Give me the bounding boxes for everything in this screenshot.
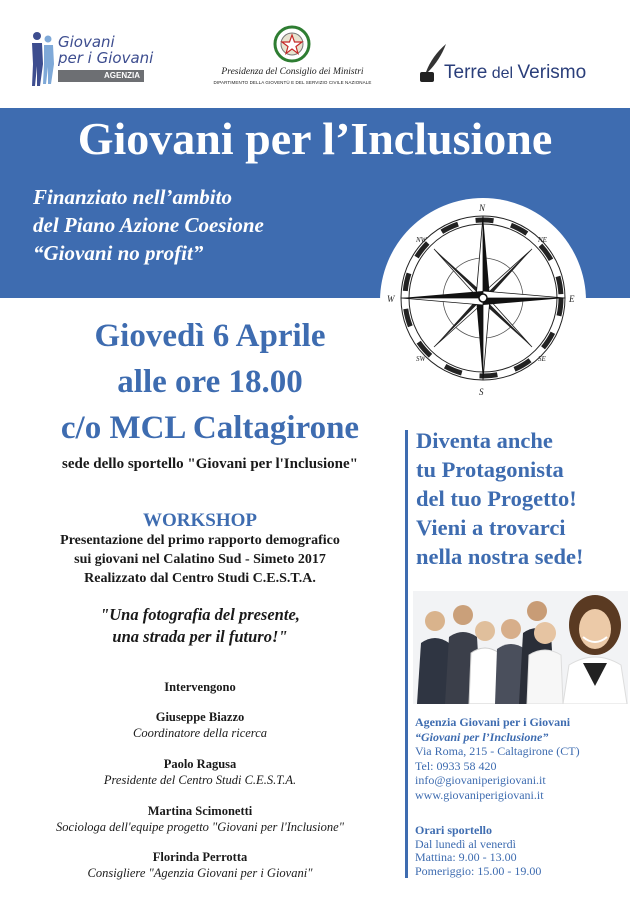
- subtitle-line: Finanziato nell’ambito: [33, 185, 232, 209]
- italian-emblem-icon: [272, 24, 312, 64]
- subtitle-line: del Piano Azione Coesione: [33, 213, 264, 237]
- contact-org: Agenzia Giovani per i Giovani: [415, 715, 571, 729]
- contact-address: Via Roma, 215 - Caltagirone (CT): [415, 744, 580, 758]
- promo-line: Vieni a trovarci: [416, 515, 566, 540]
- vertical-divider: [405, 430, 408, 878]
- contact-website[interactable]: www.giovaniperigiovani.it: [415, 787, 544, 802]
- compass-sw: SW: [416, 355, 426, 363]
- workshop-line: Presentazione del primo rapporto demografico: [60, 533, 340, 548]
- compass-nw: NW: [416, 236, 427, 244]
- logo-mid-line2: DIPARTIMENTO DELLA GIOVENTÙ E DEL SERVIZIO CIVILE NAZIONALE: [213, 80, 372, 85]
- presidenza-logo: [210, 22, 375, 92]
- workshop-quote-line: una strada per il futuro!": [112, 627, 288, 646]
- hours-morning: Mattina: 9.00 - 13.00: [415, 850, 517, 864]
- hours-title: Orari sportello: [415, 823, 492, 837]
- speaker-name: Paolo Ragusa: [163, 757, 237, 771]
- promo-text: [416, 426, 584, 571]
- logo-right-text: Terre del Verismo: [444, 62, 587, 83]
- event-time: alle ore 18.00: [117, 364, 303, 400]
- workshop-heading: WORKSHOP: [142, 510, 257, 531]
- compass-e: E: [569, 294, 575, 304]
- logo-mid-line1: Presidenza del Consiglio dei Ministri: [221, 67, 364, 77]
- promo-line: nella nostra sede!: [416, 544, 584, 569]
- opening-hours: [415, 824, 541, 878]
- contact-email[interactable]: info@giovaniperigiovani.it: [415, 773, 546, 787]
- speaker-role: Coordinatore della ricerca: [132, 726, 267, 740]
- promo-line: Diventa anche: [416, 428, 553, 453]
- speaker-role: Consigliere "Agenzia Giovani per i Giovani": [87, 866, 313, 880]
- promo-line: del tuo Progetto!: [416, 486, 577, 511]
- promo-line: tu Protagonista: [416, 457, 564, 482]
- contact-info: [415, 715, 580, 802]
- compass-ne: NE: [538, 236, 547, 244]
- agenzia-giovani-logo: [28, 30, 154, 90]
- speakers-heading: Intervengono: [164, 680, 236, 694]
- event-place: c/o MCL Caltagirone: [60, 410, 360, 446]
- compass-n: N: [479, 203, 486, 213]
- hours-afternoon: Pomeriggio: 15.00 - 19.00: [415, 863, 542, 878]
- banner-subtitle: [33, 183, 264, 267]
- workshop-quote-line: "Una fotografia del presente,: [100, 605, 300, 624]
- page-title: Giovani per l’Inclusione: [77, 113, 553, 164]
- contact-tel: Tel: 0933 58 420: [415, 758, 497, 773]
- contact-org2: “Giovani per l’Inclusione”: [415, 729, 549, 744]
- people-icon: [28, 30, 56, 88]
- compass-s: S: [479, 387, 484, 397]
- speaker-name: Martina Scimonetti: [147, 804, 253, 818]
- event-sede: sede dello sportello "Giovani per l'Inclusione": [62, 456, 358, 472]
- speaker-role: Sociologa dell'equipe progetto "Giovani per l'Inclusione": [56, 820, 344, 834]
- terre-del-verismo-logo: [418, 42, 608, 82]
- team-photo: [413, 591, 628, 704]
- subtitle-line: “Giovani no profit”: [33, 241, 204, 265]
- workshop-line: Realizzato dal Centro Studi C.E.S.T.A.: [84, 571, 316, 586]
- speaker-name: Florinda Perrotta: [152, 850, 248, 864]
- business-people-illustration: [413, 591, 628, 704]
- logo-left-line2: per i Giovani: [58, 49, 154, 67]
- hours-days: Dal lunedì al venerdì: [415, 836, 516, 851]
- workshop-line: sui giovani nel Calatino Sud - Simeto 2017: [74, 552, 326, 567]
- compass-w: W: [387, 294, 395, 304]
- logo-left-sub: AGENZIA: [58, 70, 144, 82]
- compass-se: SE: [538, 355, 546, 363]
- speaker-role: Presidente del Centro Studi C.E.S.T.A.: [103, 773, 297, 787]
- logo-left-line1: Giovani: [58, 33, 115, 51]
- event-date: Giovedì 6 Aprile: [94, 318, 326, 354]
- speaker-name: Giuseppe Biazzo: [155, 710, 245, 724]
